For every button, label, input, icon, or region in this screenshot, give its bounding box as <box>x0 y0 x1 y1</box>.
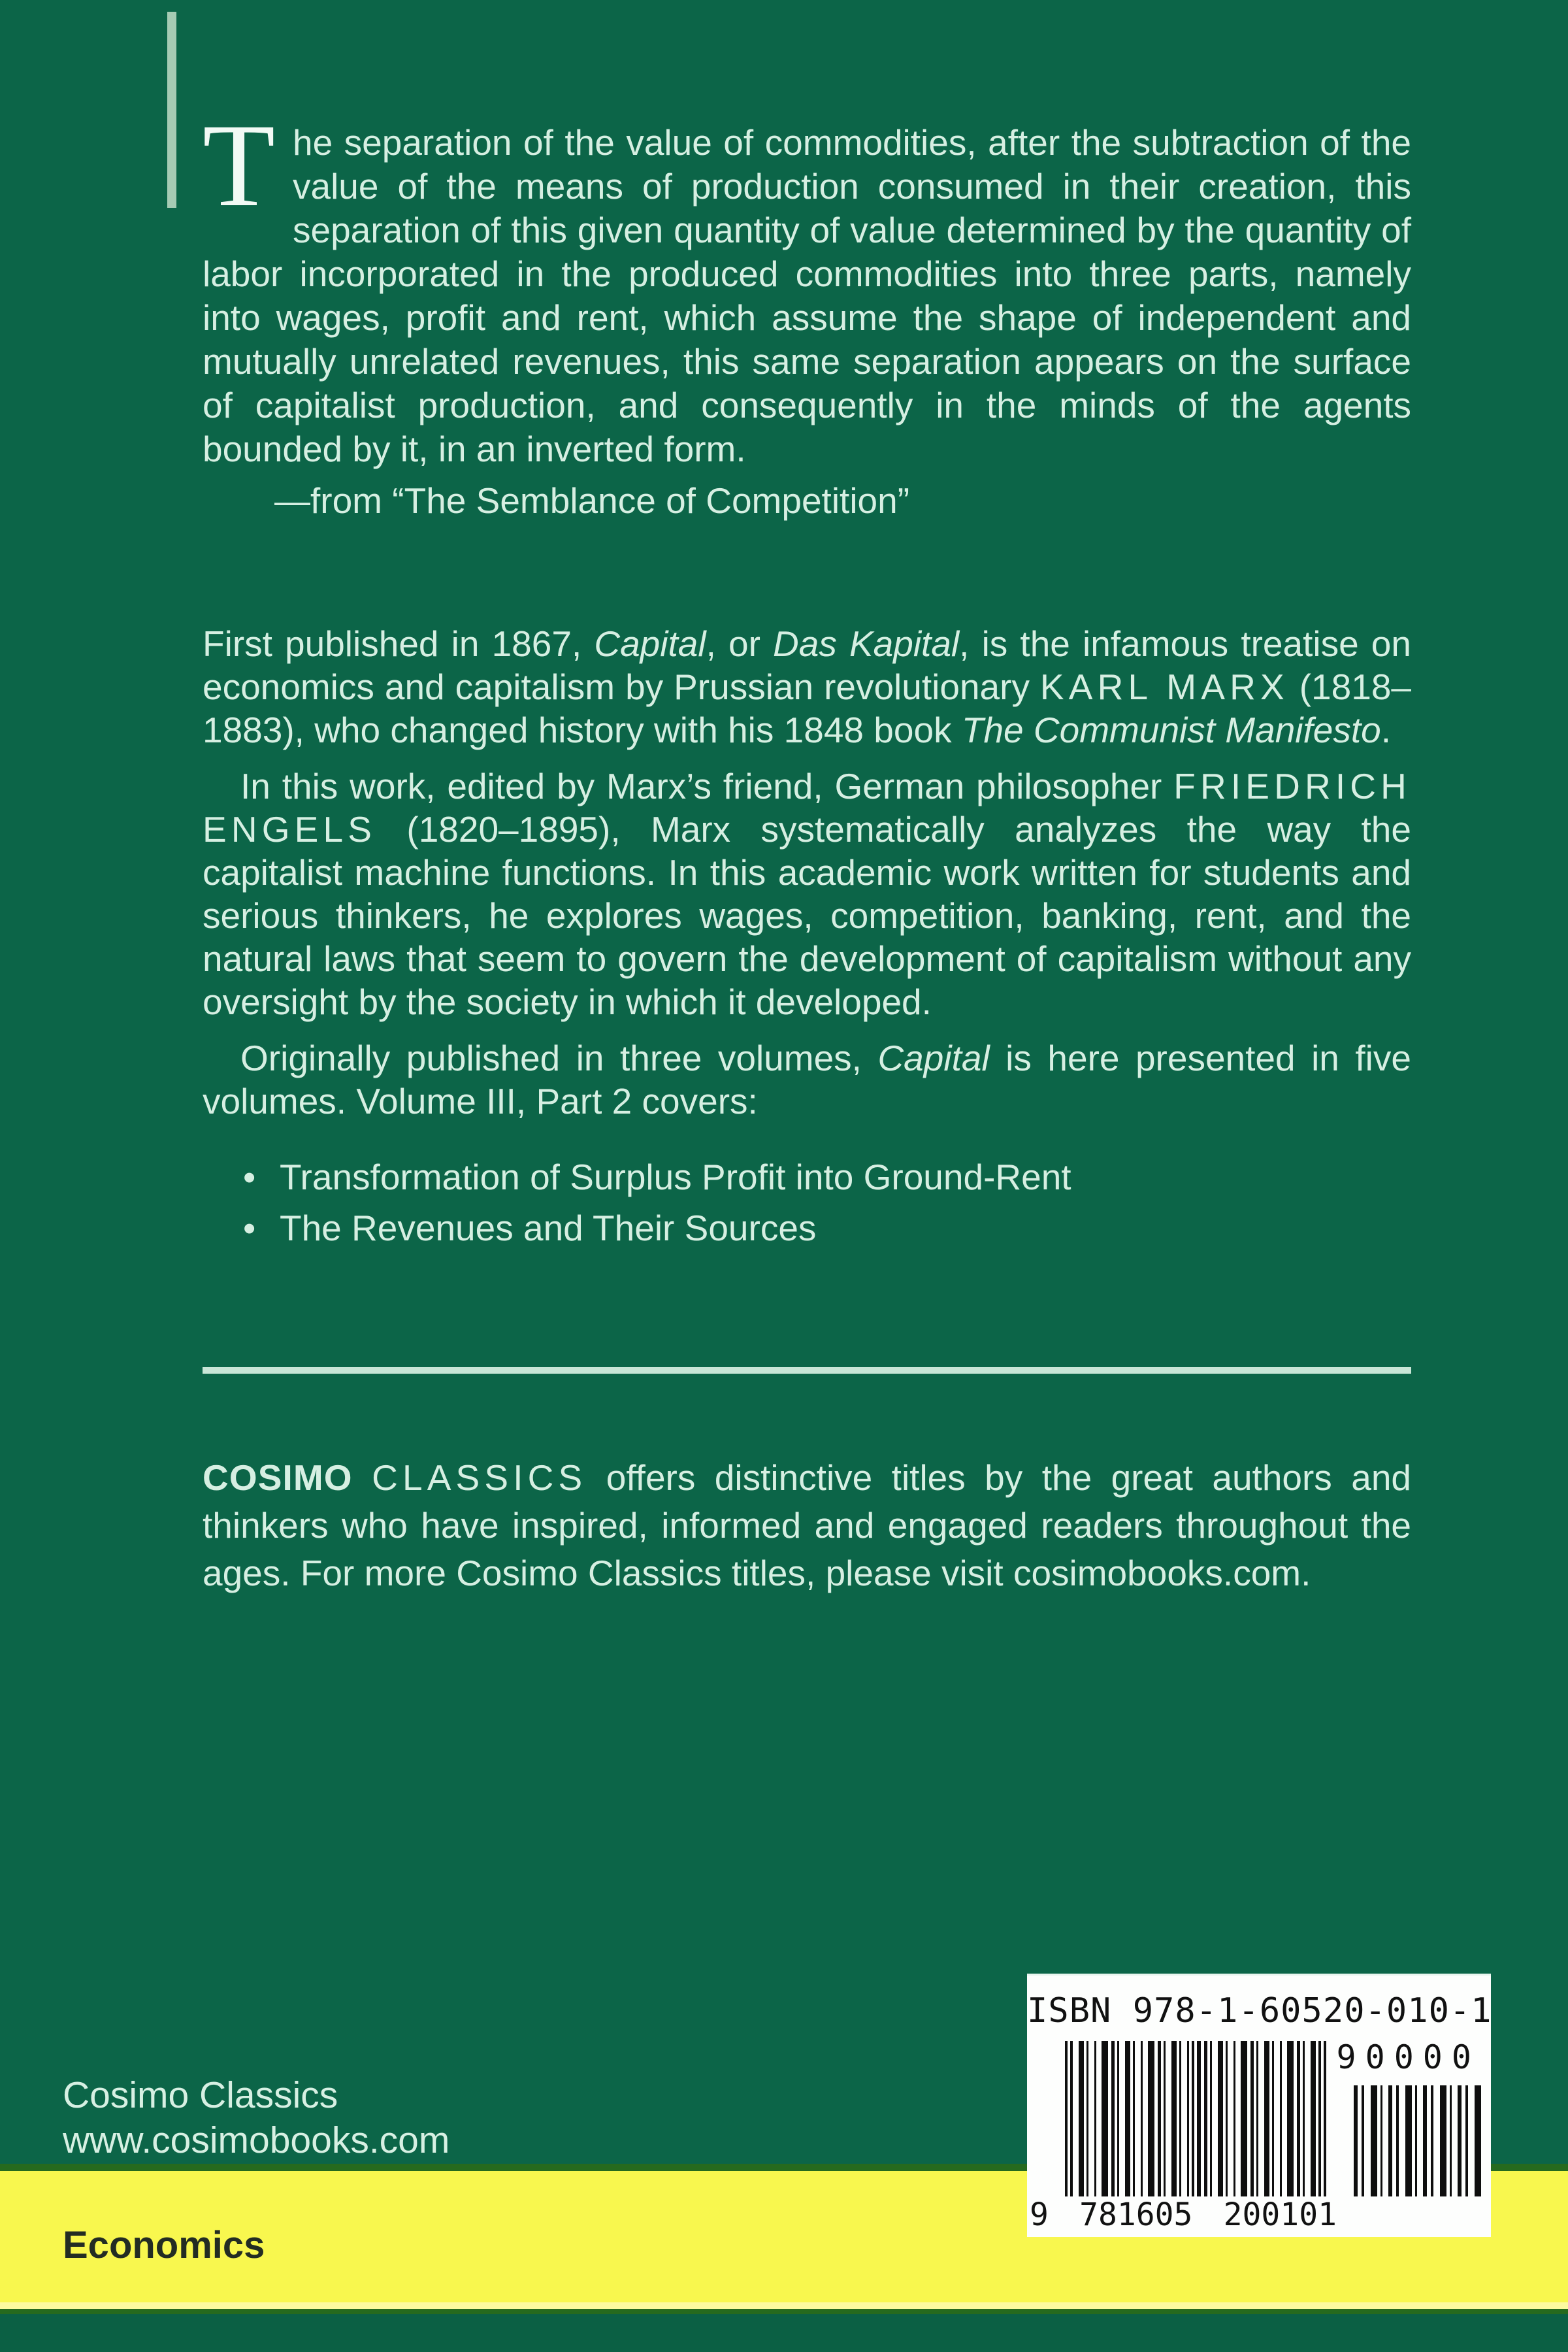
bullet-item: • The Revenues and Their Sources <box>203 1202 1411 1253</box>
footer-website: www.cosimobooks.com <box>63 2119 450 2161</box>
barcode-guard-bar <box>1192 2041 1200 2221</box>
barcode-digit-group: 781605 <box>1079 2196 1193 2233</box>
accent-bar <box>167 12 176 208</box>
paragraph-first-published: First published in 1867, Capital, or Das Kapital, is the infamous treatise on economics and capitalism by Prussian revolutionary KARL MARX (1818–1883), who changed history with his 1848 book The Communist Manifesto. <box>203 623 1412 750</box>
drop-cap: T <box>203 100 276 231</box>
stripe-line-bottom <box>0 2309 1568 2314</box>
barcode-digits <box>1030 2196 1337 2233</box>
bullet-item: • Transformation of Surplus Profit into Ground-Rent <box>203 1151 1411 1202</box>
quote-attribution: —from “The Semblance of Competition” <box>274 480 910 521</box>
barcode-digit-group: 200101 <box>1223 2196 1337 2233</box>
footer-publisher-name: Cosimo Classics <box>63 2074 338 2116</box>
bullet-list <box>203 1151 1411 1253</box>
paragraph-originally-published: Originally published in three volumes, Capital is here presented in five volumes. Volume III, Part 2 covers: <box>203 1038 1411 1121</box>
barcode-guard-bar <box>1318 2041 1326 2221</box>
publisher-blurb: COSIMO CLASSICS offers distinctive titles by the great authors and thinkers who have inspired, informed and engaged readers throughout the ages. For more Cosimo Classics titles, please visit cosimobooks.com. <box>203 1457 1411 1593</box>
barcode-panel <box>1027 1974 1491 2237</box>
quote-block <box>203 100 1411 523</box>
bottom-strip <box>0 2314 1568 2352</box>
barcode-digit-lead: 9 <box>1030 2196 1049 2233</box>
barcode-price-code: 90000 <box>1336 2038 1480 2076</box>
paragraph-in-this-work: In this work, edited by Marx’s friend, German philosopher FRIEDRICH ENGELS (1820–1895), Marx systematically analyzes the way the capitalist machine functions. In this academic work written for students and serious thinkers, he explores wages, competition, banking, rent, and the natural laws that seem to govern the development of capitalism without any oversight by the society in which it developed. <box>203 766 1411 1022</box>
section-divider <box>203 1367 1411 1374</box>
category-label: Economics <box>63 2224 265 2266</box>
quote-text: he separation of the value of commodities, after the subtraction of the value of the means of production consumed in their creation, this separation of this given quantity of value determined by the quantity of labor incorporated in the produced commodities into three parts, namely into wages, profit and rent, which assume the shape of independent and mutually unrelated revenues, this same separation appears on the surface of capitalist production, and consequently in the minds of the agents bounded by it, in an inverted form. <box>203 122 1411 469</box>
category-band-light-edge <box>0 2302 1568 2309</box>
barcode-guard-bar <box>1065 2041 1073 2221</box>
footer-text <box>63 2073 449 2163</box>
barcode-isbn-label: ISBN 978-1-60520-010-1 <box>1027 1991 1492 2030</box>
description-block <box>203 622 1411 1253</box>
barcode-addon-bars <box>1354 2085 1482 2196</box>
